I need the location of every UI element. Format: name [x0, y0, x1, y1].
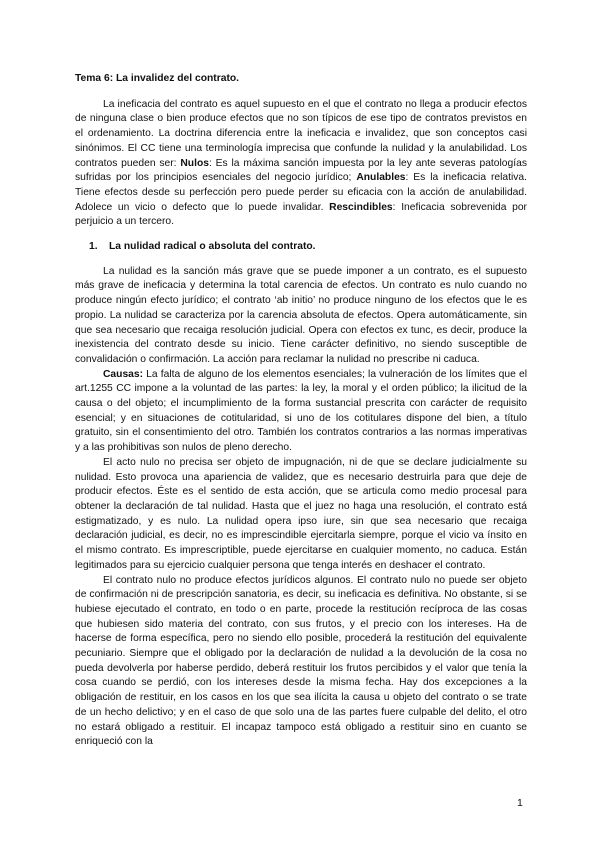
section-heading — [89, 240, 527, 255]
intro-text-2: : Es la máxima sanción impuesta por la ley ante severas patologías sufridas por los principios esenciales del negocio jurídico; — [75, 157, 527, 184]
causas-text: La falta de alguno de los elementos esenciales; la vulneración de los límites que el art.1255 CC impone a la voluntad de las partes: la ley, la moral y el orden público; la ilicitud de la causa o del objeto; el incumplimiento de la forma sustancial prescrita con carácter de requisito esencial; y en situaciones de cotitularidad, si uno de los cotitulares dispone del bien, a título gratuito, sin el consentimiento del otro. También los contratos contrarios a las normas imperativas y a las prohibitivas son nulos de pleno derecho. — [75, 368, 527, 454]
intro-paragraph — [75, 98, 527, 230]
term-anulables: Anulables — [356, 172, 406, 184]
paragraph-nulidad: La nulidad es la sanción más grave que se puede imponer a un contrato, es el supuesto más grave de ineficacia y determina la total carencia de efectos. Un contrato es nulo cuando no produce ningún efecto jurídico; el contrato ‘ab initio’ no produce ninguno de los efectos que le es propio. La nulidad se caracteriza por la carencia absoluta de efectos. Opera automáticamente, sin que sea necesario que recaiga resolución judicial. Opera con efectos ex tunc, es decir, produce la inexistencia del contrato desde su inicio. Tiene carácter definitivo, no siendo susceptible de convalidación o confirmación. La acción para reclamar la nulidad no prescribe ni caduca. — [75, 265, 527, 365]
intro-text-4: : Ineficacia sobrevenida por perjuicio a un tercero. — [75, 201, 527, 228]
paragraph-efectos: El contrato nulo no produce efectos jurídicos algunos. El contrato nulo no puede ser objeto de confirmación ni de prescripción sanatoria, es decir, su ineficacia es definitiva. No obstante, si se hubiese ejecutado el contrato, en todo o en parte, procede la restitución recíproca de las cosas que hubiesen sido materia del contrato, con sus frutos, y el precio con los intereses. Ha de hacerse de forma específica, pero no siendo ello posible, procederá la restitución del equivalente pecuniario. Siempre que el obligado por la declaración de nulidad a la devolución de la cosa no pueda devolverla por haberse perdido, deberá restituir los frutos percibidos y el valor que tenía la cosa cuando se perdió, con los intereses desde la misma fecha. Hay dos excepciones a la obligación de restituir, en los casos en los que sea ilícita la causa u objeto del contrato o se trate de un hecho delictivo; y en el caso de que solo una de las partes fuere culpable del delito, el otro no estará obligado a restituir. El incapaz tampoco está obligado a restituir sino en cuanto se enriqueció con la — [75, 574, 527, 748]
page-title: Tema 6: La invalidez del contrato. — [75, 73, 240, 84]
term-nulos: Nulos — [180, 157, 209, 169]
section-number: 1. — [89, 241, 98, 253]
intro-text-1: La ineficacia del contrato es aquel supuesto en el que el contrato no llega a producir efectos de ninguna clase o bien produce efectos que no son típicos de ese tipo de contratos previstos en el ordenamiento. La doctrina diferencia entre la ineficacia e invalidez, que son conceptos casi sinónimos. El CC tiene una terminología imprecisa que confunde la nulidad y la anulabilidad. Los contratos pueden ser: — [75, 98, 527, 169]
section-heading-text: La nulidad radical o absoluta del contrato. — [109, 241, 316, 253]
causas-label: Causas: — [103, 368, 144, 380]
document-body — [75, 72, 527, 750]
intro-text-3: : Es la ineficacia relativa. Tiene efectos desde su perfección pero puede perder su eficacia con la acción de anulabilidad. Adolece un vicio o defecto que lo puede invalidar. — [75, 172, 527, 213]
paragraph-causas — [75, 368, 527, 456]
paragraph-acto-nulo: El acto nulo no precisa ser objeto de impugnación, ni de que se declare judicialmente su nulidad. Esto provoca una apariencia de validez, que es necesario destruirla para que deje de producir efectos. Éste es el sentido de esta acción, que se articula como medio procesal para obtener la declaración de tal nulidad. Hasta que el juez no haga una resolución, el contrato está estigmatizado, y es nulo. La nulidad opera ipso iure, sin que sea necesario que recaiga declaración judicial, es decir, no es imprescindible ejercitarla siempre, porque el vicio va ínsito en el mismo contrato. Es imprescriptible, puede ejercitarse en cualquier momento, no caduca. Están legitimados para su ejercicio cualquier persona que tenga interés en deshacer el contrato. — [75, 456, 527, 571]
page-number: 1 — [517, 797, 523, 809]
term-rescindibles: Rescindibles — [329, 201, 393, 213]
